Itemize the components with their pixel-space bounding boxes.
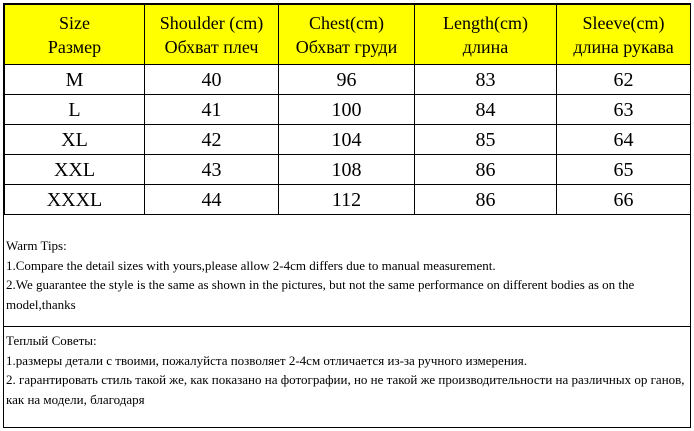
header-length: Length(cm) длина — [415, 5, 557, 65]
warm-tips-title: Warm Tips: — [6, 238, 67, 253]
warm-tips-ru-title: Теплый Советы: — [6, 333, 97, 348]
table-row — [5, 125, 691, 155]
cell-shoulder: 41 — [145, 95, 279, 125]
warm-tips-russian — [6, 331, 686, 409]
table-row — [5, 65, 691, 95]
size-table — [4, 4, 691, 215]
cell-sleeve: 63 — [557, 95, 691, 125]
cell-size: XXL — [5, 155, 145, 185]
cell-length: 86 — [415, 155, 557, 185]
warm-tips-line-1: 1.Compare the detail sizes with yours,please allow 2-4cm differs due to manual measurement. — [6, 257, 496, 273]
cell-shoulder: 43 — [145, 155, 279, 185]
cell-size: L — [5, 95, 145, 125]
cell-sleeve: 66 — [557, 185, 691, 215]
cell-shoulder: 42 — [145, 125, 279, 155]
table-header-row — [5, 5, 691, 65]
cell-length: 85 — [415, 125, 557, 155]
header-sleeve: Sleeve(cm) длина рукава — [557, 5, 691, 65]
cell-size: XXXL — [5, 185, 145, 215]
cell-shoulder: 44 — [145, 185, 279, 215]
cell-length: 86 — [415, 185, 557, 215]
warm-tips-ru-line-2: 2. гарантировать стиль такой же, как показано на фотографии, но не такой же производительности на различных ор ганов, как на модели, благодаря — [6, 372, 685, 407]
cell-shoulder: 40 — [145, 65, 279, 95]
table-row — [5, 155, 691, 185]
header-shoulder: Shoulder (cm) Обхват плеч — [145, 5, 279, 65]
cell-chest: 112 — [279, 185, 415, 215]
table-row — [5, 185, 691, 215]
cell-chest: 100 — [279, 95, 415, 125]
header-chest: Chest(cm) Обхват груди — [279, 5, 415, 65]
cell-sleeve: 64 — [557, 125, 691, 155]
table-row — [5, 95, 691, 125]
cell-size: XL — [5, 125, 145, 155]
cell-length: 83 — [415, 65, 557, 95]
section-divider — [4, 326, 690, 327]
cell-length: 84 — [415, 95, 557, 125]
warm-tips-ru-line-1: 1.размеры детали с твоими, пожалуйста позволяет 2-4см отличается из-за ручного измерения. — [6, 352, 527, 368]
cell-chest: 108 — [279, 155, 415, 185]
cell-chest: 104 — [279, 125, 415, 155]
warm-tips-line-2: 2.We guarantee the style is the same as shown in the pictures, but not the same performance on different bodies as on the model,thanks — [6, 277, 635, 312]
header-size: Size Размер — [5, 5, 145, 65]
cell-chest: 96 — [279, 65, 415, 95]
cell-size: M — [5, 65, 145, 95]
cell-sleeve: 62 — [557, 65, 691, 95]
cell-sleeve: 65 — [557, 155, 691, 185]
warm-tips-english — [6, 236, 686, 314]
